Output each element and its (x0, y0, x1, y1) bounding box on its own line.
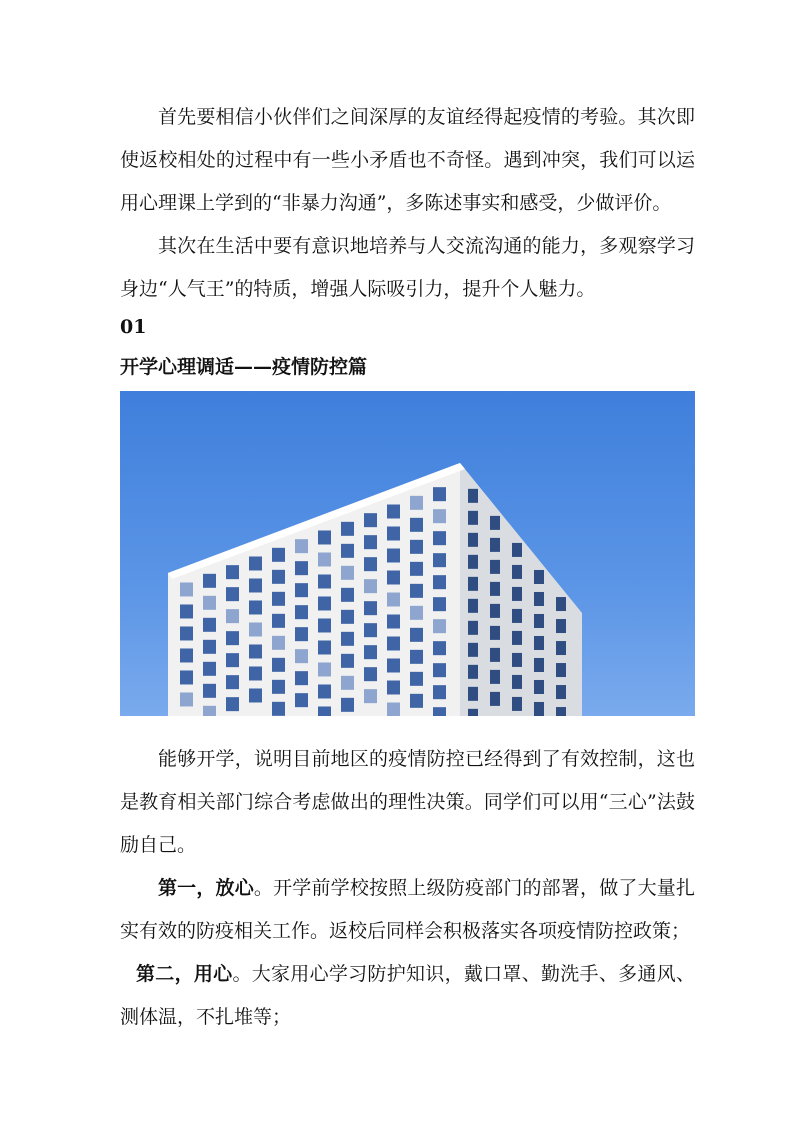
window (249, 578, 262, 592)
window (433, 685, 446, 699)
window (364, 535, 377, 549)
window (364, 579, 377, 593)
window (295, 627, 308, 641)
point-second-text: 。大家用心学习防护知识，戴口罩、勤洗手、多通风、测体温，不扎堆等； (120, 963, 695, 1028)
window (364, 513, 377, 527)
window (490, 538, 500, 552)
window (226, 631, 239, 645)
window (468, 511, 478, 525)
window (512, 609, 522, 623)
window (180, 692, 193, 706)
window (490, 670, 500, 684)
building-illustration (120, 391, 695, 716)
window (433, 575, 446, 589)
window (249, 600, 262, 614)
window (272, 614, 285, 628)
window (534, 636, 544, 650)
window (364, 689, 377, 703)
window (433, 597, 446, 611)
window (512, 543, 522, 557)
window (249, 556, 262, 570)
window (433, 509, 446, 523)
window (534, 658, 544, 672)
window (490, 582, 500, 596)
window (318, 552, 331, 566)
window (272, 592, 285, 606)
window (341, 654, 354, 668)
window (226, 697, 239, 711)
window (318, 574, 331, 588)
window (468, 621, 478, 635)
window (433, 663, 446, 677)
point-first-label: 第一，放心 (158, 877, 254, 899)
window (180, 648, 193, 662)
window (341, 544, 354, 558)
window (341, 676, 354, 690)
paragraph-reopening: 能够开学，说明目前地区的疫情防控已经得到了有效控制，这也是教育相关部门综合考虑做出的理性决策。同学们可以用“三心”法鼓励自己。 (120, 748, 695, 856)
window (387, 505, 400, 519)
window (490, 692, 500, 706)
window (226, 675, 239, 689)
window (295, 605, 308, 619)
window (410, 540, 423, 554)
window (410, 650, 423, 664)
section-title: 开学心理调适——疫情防控篇 (120, 356, 368, 378)
window (410, 496, 423, 510)
window (433, 641, 446, 655)
window (318, 684, 331, 698)
window (249, 688, 262, 702)
window (410, 562, 423, 576)
window (387, 703, 400, 717)
window (318, 596, 331, 610)
window (387, 571, 400, 585)
window (512, 565, 522, 579)
window (468, 709, 478, 716)
window (433, 531, 446, 545)
window (468, 599, 478, 613)
window (226, 565, 239, 579)
window (272, 680, 285, 694)
window (410, 606, 423, 620)
window (272, 548, 285, 562)
window (556, 597, 566, 611)
window (387, 527, 400, 541)
window (468, 643, 478, 657)
window (534, 570, 544, 584)
point-first-text: 。开学前学校按照上级防疫部门的部署，做了大量扎实有效的防疫相关工作。返校后同样会积极落实各项疫情防控政策； (120, 877, 695, 942)
window (318, 530, 331, 544)
window (341, 698, 354, 712)
window (490, 516, 500, 530)
window (410, 628, 423, 642)
window (318, 706, 331, 716)
window (180, 670, 193, 684)
window (226, 587, 239, 601)
window (512, 675, 522, 689)
window (249, 666, 262, 680)
window (490, 626, 500, 640)
window (203, 640, 216, 654)
window (556, 641, 566, 655)
window (295, 561, 308, 575)
window (387, 637, 400, 651)
paragraph-friendship: 首先要相信小伙伴们之间深厚的友谊经得起疫情的考验。其次即使返校相处的过程中有一些小矛盾也不奇怪。遇到冲突，我们可以运用心理课上学到的“非暴力沟通”，多陈述事实和感受，少做评价。 (120, 106, 695, 214)
window (534, 680, 544, 694)
window (387, 681, 400, 695)
window (203, 596, 216, 610)
window (468, 555, 478, 569)
window (180, 626, 193, 640)
window (180, 582, 193, 596)
window (534, 702, 544, 716)
window (203, 574, 216, 588)
window (272, 658, 285, 672)
window (468, 577, 478, 591)
window (364, 557, 377, 571)
window (410, 672, 423, 686)
window (556, 619, 566, 633)
window (295, 583, 308, 597)
point-first (120, 867, 695, 953)
window (272, 636, 285, 650)
window (490, 604, 500, 618)
window (341, 522, 354, 536)
window (341, 632, 354, 646)
window (341, 588, 354, 602)
window (468, 687, 478, 701)
window (433, 707, 446, 716)
point-second-label: 第二，用心 (136, 963, 233, 985)
window (318, 662, 331, 676)
window (180, 604, 193, 618)
window (318, 618, 331, 632)
window (490, 560, 500, 574)
window (433, 619, 446, 633)
window (203, 706, 216, 716)
building-photo (120, 391, 695, 716)
window (512, 631, 522, 645)
point-second (120, 953, 695, 1039)
section-number: 01 (120, 316, 147, 338)
window (203, 662, 216, 676)
window (249, 622, 262, 636)
window (387, 615, 400, 629)
window (410, 584, 423, 598)
paragraph-communication: 其次在生活中要有意识地培养与人交流沟通的能力，多观察学习身边“人气王”的特质，增强人际吸引力，提升个人魅力。 (120, 235, 695, 300)
window (364, 667, 377, 681)
window (272, 570, 285, 584)
window (364, 645, 377, 659)
window (341, 610, 354, 624)
window (512, 697, 522, 711)
window (203, 618, 216, 632)
window (295, 649, 308, 663)
window (556, 707, 566, 716)
window (272, 702, 285, 716)
window (249, 644, 262, 658)
window (433, 553, 446, 567)
window (468, 489, 478, 503)
window (295, 539, 308, 553)
window (226, 653, 239, 667)
window (341, 566, 354, 580)
window (295, 693, 308, 707)
window (468, 665, 478, 679)
window (364, 623, 377, 637)
window (387, 549, 400, 563)
window (387, 593, 400, 607)
window (556, 663, 566, 677)
window (534, 592, 544, 606)
window (410, 694, 423, 708)
window (512, 653, 522, 667)
window (410, 518, 423, 532)
window (468, 533, 478, 547)
window (364, 601, 377, 615)
window (295, 671, 308, 685)
window (556, 685, 566, 699)
window (318, 640, 331, 654)
window (226, 609, 239, 623)
window (433, 487, 446, 501)
window (387, 659, 400, 673)
window (203, 684, 216, 698)
window (534, 614, 544, 628)
window (512, 587, 522, 601)
window (490, 648, 500, 662)
